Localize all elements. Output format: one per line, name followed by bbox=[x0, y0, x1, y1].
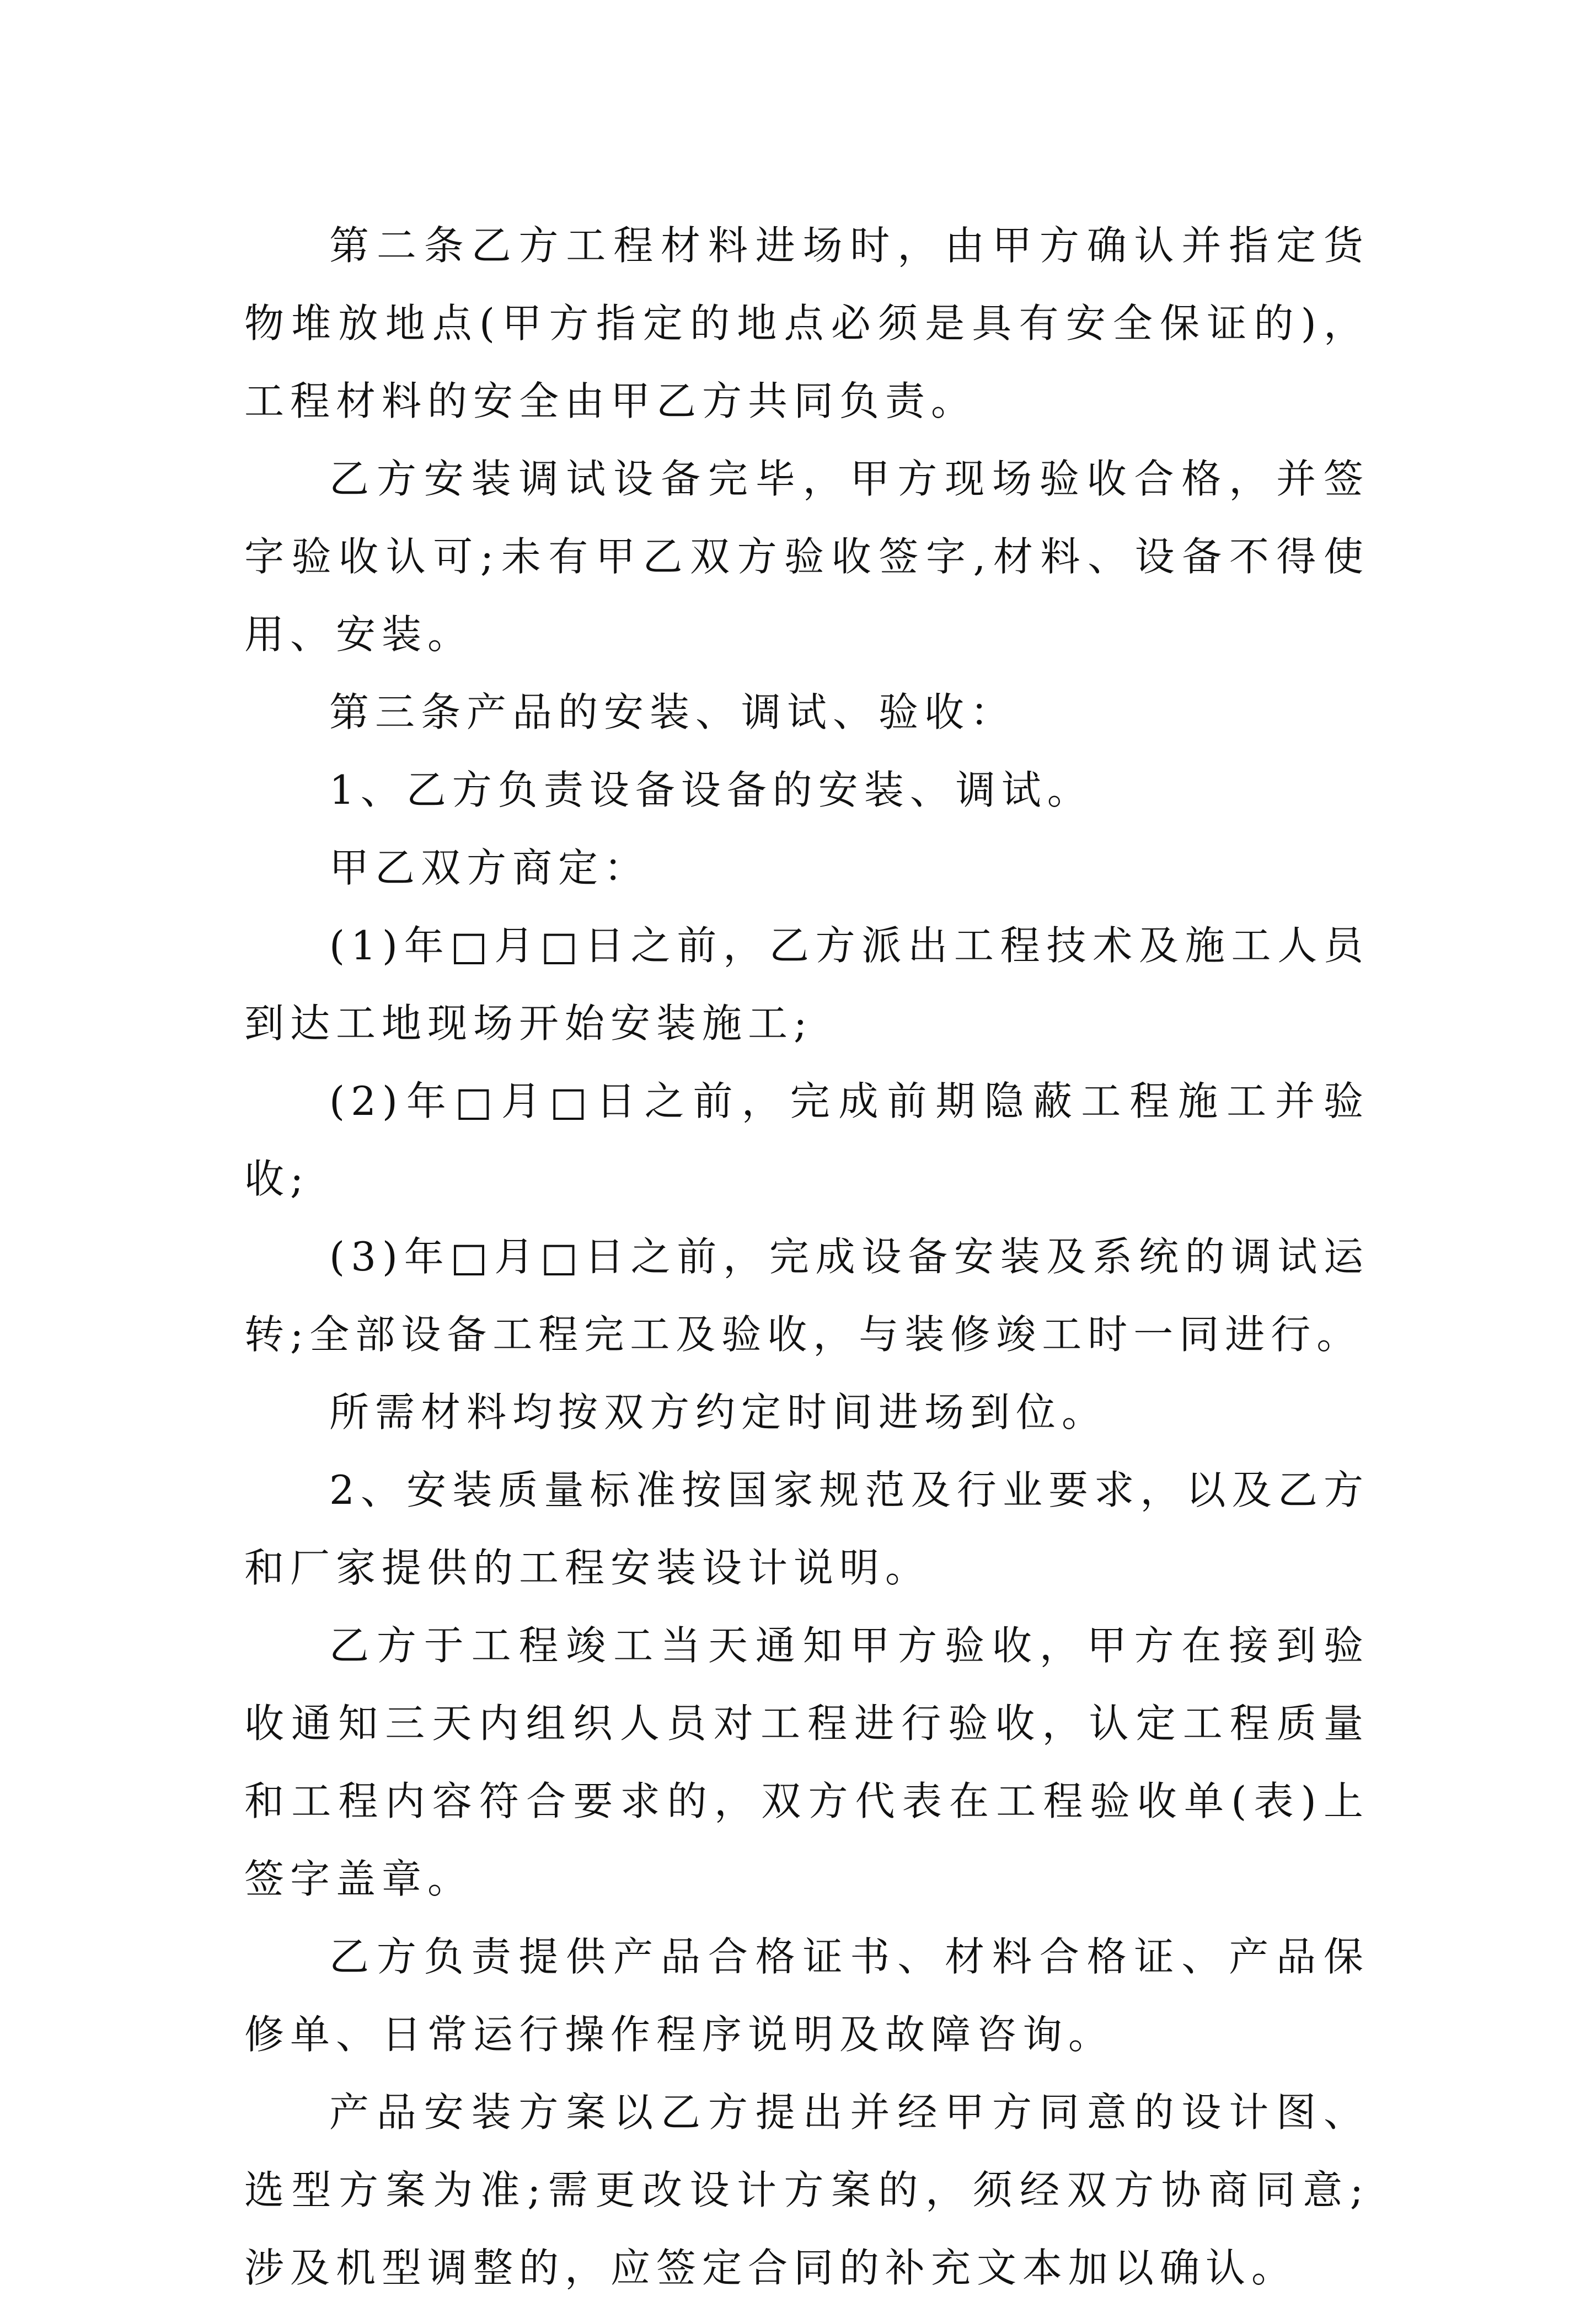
paragraph-completion-acceptance: 乙方于工程竣工当天通知甲方验收，甲方在接到验收通知三天内组织人员对工程进行验收，认定工程质量和工程内容符合要求的，双方代表在工程验收单(表)上签字盖章。 bbox=[244, 1622, 1369, 1902]
paragraph-article-2: 第二条乙方工程材料进场时，由甲方确认并指定货物堆放地点(甲方指定的地点必须是具有安全保证的)，工程材料的安全由甲乙方共同负责。 bbox=[244, 222, 1369, 424]
paragraph-agreement: 甲乙双方商定： bbox=[329, 845, 650, 891]
paragraph-materials: 所需材料均按双方约定时间进场到位。 bbox=[329, 1389, 1108, 1435]
paragraph-article-3-heading: 第三条产品的安装、调试、验收： bbox=[329, 689, 1016, 735]
document-body bbox=[244, 207, 1369, 2307]
paragraph-installation-acceptance: 乙方安装调试设备完毕，甲方现场验收合格，并签字验收认可;未有甲乙双方验收签字,材料、设备不得使用、安装。 bbox=[244, 456, 1369, 658]
paragraph-schedule-1: (1)年□月□日之前，乙方派出工程技术及施工人员到达工地现场开始安装施工; bbox=[244, 922, 1369, 1046]
paragraph-item-2: 2、安装质量标准按国家规范及行业要求，以及乙方和厂家提供的工程安装设计说明。 bbox=[244, 1467, 1369, 1591]
paragraph-certificates: 乙方负责提供产品合格证书、材料合格证、产品保修单、日常运行操作程序说明及故障咨询。 bbox=[244, 1934, 1369, 2058]
paragraph-design-plan: 产品安装方案以乙方提出并经甲方同意的设计图、选型方案为准;需更改设计方案的，须经双方协商同意;涉及机型调整的，应签定合同的补充文本加以确认。 bbox=[244, 2089, 1369, 2291]
paragraph-schedule-2: (2)年□月□日之前，完成前期隐蔽工程施工并验收; bbox=[244, 1078, 1369, 1202]
paragraph-schedule-3: (3)年□月□日之前，完成设备安装及系统的调试运转;全部设备工程完工及验收，与装修竣工时一同进行。 bbox=[244, 1233, 1369, 1358]
paragraph-item-1: 1、乙方负责设备设备的安装、调试。 bbox=[329, 767, 1093, 813]
